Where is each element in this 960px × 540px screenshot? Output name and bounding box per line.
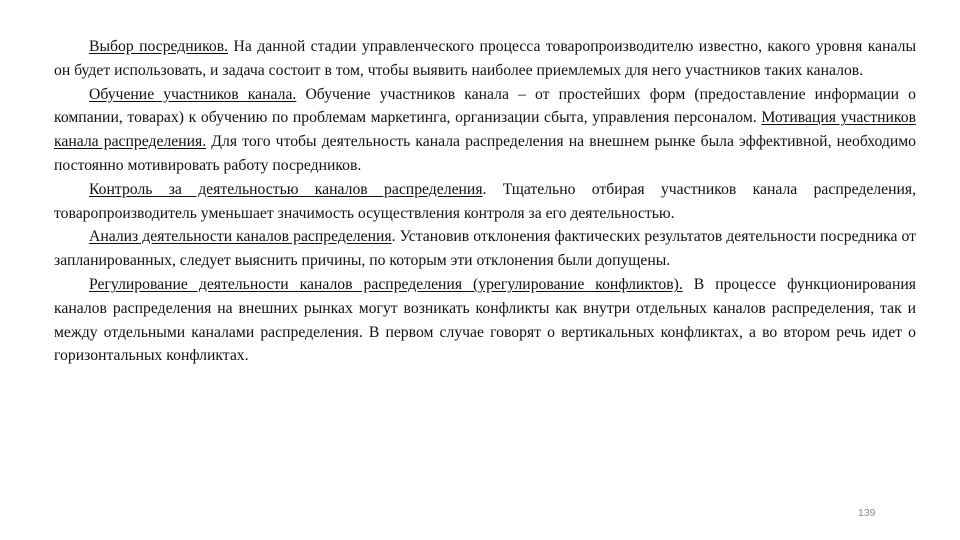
text-intermediary-selection: На данной стадии управленческого процесса товаропроизводителю известно, какого уровня каналы он будет использовать, и задача состоит в том, чтобы выявить наиболее приемлемых для него участников таких каналов. (54, 38, 916, 79)
heading-intermediary-selection: Выбор посредников. (89, 38, 229, 55)
text-conflict-regulation: В процессе функционирования каналов распределения на внешних рынках могут возникать конфликты как внутри отдельных каналов распределения, так и между отдельными каналами распределения. В первом случае говорят о вертикальных конфликтах, а во втором речь идет о горизонтальных конфликтах. (54, 275, 916, 365)
paragraph-participant-training (54, 83, 916, 178)
heading-channel-analysis: Анализ деятельности каналов распределения (89, 228, 392, 246)
paragraph-intermediary-selection (54, 35, 916, 83)
heading-channel-control: Контроль за деятельностью каналов распределения (89, 180, 483, 198)
page-number: 139 (858, 507, 876, 519)
text-participant-motivation: Для того чтобы деятельность канала распределения на внешнем рынке была эффективной, необходимо постоянно мотивировать работу посредников. (54, 133, 916, 174)
text-channel-control: . Тщательно отбирая участников канала распределения, товаропроизводитель уменьшает значимость осуществления контроля за его деятельностью. (54, 180, 917, 222)
slide-text-body (54, 35, 916, 368)
paragraph-channel-control (54, 178, 916, 226)
heading-conflict-regulation: Регулирование деятельности каналов распределения (урегулирование конфликтов). (89, 275, 683, 293)
text-participant-training: Обучение участников канала – от простейших форм (предоставление информации о компании, товарах) к обучению по проблемам маркетинга, организации сбыта, управления персоналом. (54, 85, 916, 127)
heading-participant-motivation: Мотивация участников канала распределения. (54, 109, 916, 151)
heading-participant-training: Обучение участников канала. (89, 85, 297, 103)
paragraph-channel-analysis (54, 225, 916, 273)
text-channel-analysis: . Установив отклонения фактических результатов деятельности посредника от запланированных, следует выяснить причины, по которым эти отклонения были допущены. (54, 228, 916, 270)
paragraph-conflict-regulation (54, 273, 916, 368)
